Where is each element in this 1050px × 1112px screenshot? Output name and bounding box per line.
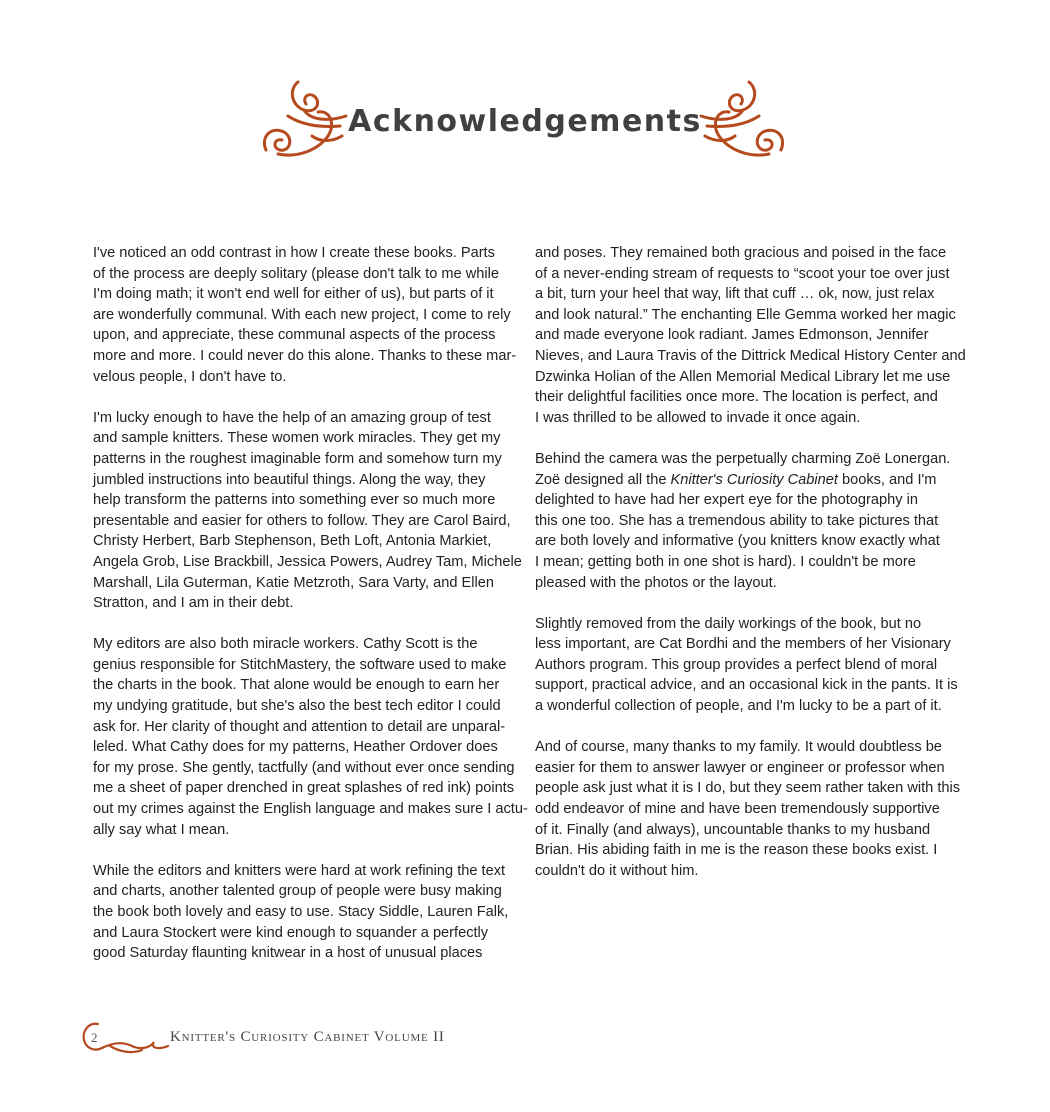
- running-footer-title: Knitter's Curiosity Cabinet Volume II: [170, 1029, 445, 1045]
- text-line: more and more. I could never do this alone. Thanks to these mar-: [93, 347, 517, 364]
- text-line: of a never-ending stream of requests to “scoot your toe over just: [535, 265, 950, 282]
- text-line: I was thrilled to be allowed to invade it once again.: [535, 409, 861, 426]
- text-line: ask for. Her clarity of thought and attention to detail are unparal-: [93, 718, 506, 735]
- text-line: Dzwinka Holian of the Allen Memorial Medical Library let me use: [535, 368, 951, 385]
- text-line: jumbled instructions into beautiful things. Along the way, they: [93, 471, 486, 488]
- paragraph-locations: [535, 243, 966, 428]
- text-line: Angela Grob, Lise Brackbill, Jessica Powers, Audrey Tam, Michele: [93, 553, 522, 570]
- text-line: my undying gratitude, but she's also the best tech editor I could: [93, 698, 501, 715]
- text-line: Nieves, and Laura Travis of the Dittrick Medical History Center and: [535, 347, 966, 364]
- book-series-title: Knitter's Curiosity Cabinet: [670, 471, 838, 488]
- text-line: of the process are deeply solitary (please don't talk to me while: [93, 265, 499, 282]
- text-line: I'm doing math; it won't end well for either of us), but parts of it: [93, 286, 494, 303]
- text-line: help transform the patterns into something ever so much more: [93, 492, 496, 509]
- text-line: Slightly removed from the daily workings of the book, but no: [535, 615, 922, 632]
- text-line: ally say what I mean.: [93, 821, 230, 838]
- text-line: and Laura Stockert were kind enough to squander a perfectly: [93, 924, 489, 941]
- text-line: Authors program. This group provides a perfect blend of moral: [535, 656, 938, 673]
- text-line: people ask just what it is I do, but they seem rather taken with this: [535, 780, 961, 797]
- text-line: and charts, another talented group of people were busy making: [93, 883, 502, 900]
- paragraph-photographer: [535, 449, 955, 593]
- text-line: a wonderful collection of people, and I'm lucky to be a part of it.: [535, 698, 942, 715]
- text-line: odd endeavor of mine and have been tremendously supportive: [535, 801, 940, 818]
- text-line: good Saturday flaunting knitwear in a host of unusual places: [93, 945, 483, 962]
- text-line: easier for them to answer lawyer or engineer or professor when: [535, 759, 945, 776]
- text-line: are wonderfully communal. With each new project, I come to rely: [93, 306, 511, 323]
- text-line: genius responsible for StitchMastery, the software used to make: [93, 656, 507, 673]
- text-line: leled. What Cathy does for my patterns, Heather Ordover does: [93, 739, 498, 756]
- text-line: for my prose. She gently, tactfully (and without ever once sending: [93, 759, 515, 776]
- text-line: velous people, I don't have to.: [93, 368, 287, 385]
- text-line: couldn't do it without him.: [535, 862, 699, 879]
- text-line: While the editors and knitters were hard at work refining the text: [93, 862, 506, 879]
- text-line: [535, 470, 955, 491]
- page-number: 2: [91, 1030, 98, 1045]
- paragraph-intro: [93, 243, 517, 387]
- text-segment: books, and I'm: [837, 471, 937, 488]
- text-line: less important, are Cat Bordhi and the members of her Visionary: [535, 636, 951, 653]
- text-line: and look natural.” The enchanting Elle Gemma worked her magic: [535, 306, 956, 323]
- text-line: support, practical advice, and an occasional kick in the pants. It is: [535, 677, 958, 694]
- text-line: patterns in the roughest imaginable form and somehow turn my: [93, 450, 502, 467]
- text-line: delighted to have had her expert eye for the photography in: [535, 492, 918, 509]
- text-line: and poses. They remained both gracious and poised in the face: [535, 245, 947, 261]
- text-line: pleased with the photos or the layout.: [535, 574, 777, 591]
- text-line: of it. Finally (and always), uncountable thanks to my husband: [535, 821, 931, 838]
- text-line: Behind the camera was the perpetually charming Zoë Lonergan.: [535, 450, 951, 467]
- text-line: upon, and appreciate, these communal aspects of the process: [93, 327, 496, 344]
- heading-block: [0, 70, 1050, 170]
- text-line: their delightful facilities once more. The location is perfect, and: [535, 389, 938, 406]
- text-line: presentable and easier for others to follow. They are Carol Baird,: [93, 512, 511, 529]
- text-line: I've noticed an odd contrast in how I create these books. Parts: [93, 245, 495, 261]
- text-line: I'm lucky enough to have the help of an amazing group of test: [93, 409, 491, 426]
- text-line: Marshall, Lila Guterman, Katie Metzroth, Sara Varty, and Ellen: [93, 574, 494, 591]
- text-line: the book both lovely and easy to use. Stacy Siddle, Lauren Falk,: [93, 904, 509, 920]
- text-line: the charts in the book. That alone would be enough to earn her: [93, 677, 500, 694]
- text-line: are both lovely and informative (you knitters know exactly what: [535, 533, 940, 550]
- text-segment: Zoë designed all the: [535, 471, 671, 488]
- text-line: this one too. She has a tremendous ability to take pictures that: [535, 512, 939, 529]
- text-line: Stratton, and I am in their debt.: [93, 595, 294, 612]
- paragraph-knitters: [93, 408, 522, 614]
- text-line: And of course, many thanks to my family. It would doubtless be: [535, 739, 942, 756]
- page-footer: [80, 1018, 500, 1058]
- right-text-column: [535, 243, 966, 902]
- text-line: a bit, turn your heel that way, lift that cuff … ok, now, just relax: [535, 286, 935, 303]
- text-line: out my crimes against the English language and makes sure I actu-: [93, 801, 528, 818]
- paragraph-family: [535, 737, 961, 881]
- text-line: I mean; getting both in one shot is hard). I couldn't be more: [535, 553, 916, 570]
- paragraph-models: [93, 861, 513, 964]
- text-line: and made everyone look radiant. James Edmonson, Jennifer: [535, 327, 929, 344]
- text-line: me a sheet of paper drenched in great splashes of red ink) points: [93, 780, 515, 797]
- page-title: Acknowledgements: [348, 104, 702, 139]
- left-text-column: [93, 243, 528, 984]
- text-line: Christy Herbert, Barb Stephenson, Beth Loft, Antonia Markiet,: [93, 533, 492, 550]
- text-line: Brian. His abiding faith in me is the reason these books exist. I: [535, 842, 938, 859]
- text-line: and sample knitters. These women work miracles. They get my: [93, 430, 501, 447]
- right-flourish-ornament-icon: [697, 76, 789, 162]
- paragraph-visionary-authors: [535, 614, 958, 717]
- paragraph-editors: [93, 634, 528, 840]
- text-line: My editors are also both miracle workers. Cathy Scott is the: [93, 636, 478, 653]
